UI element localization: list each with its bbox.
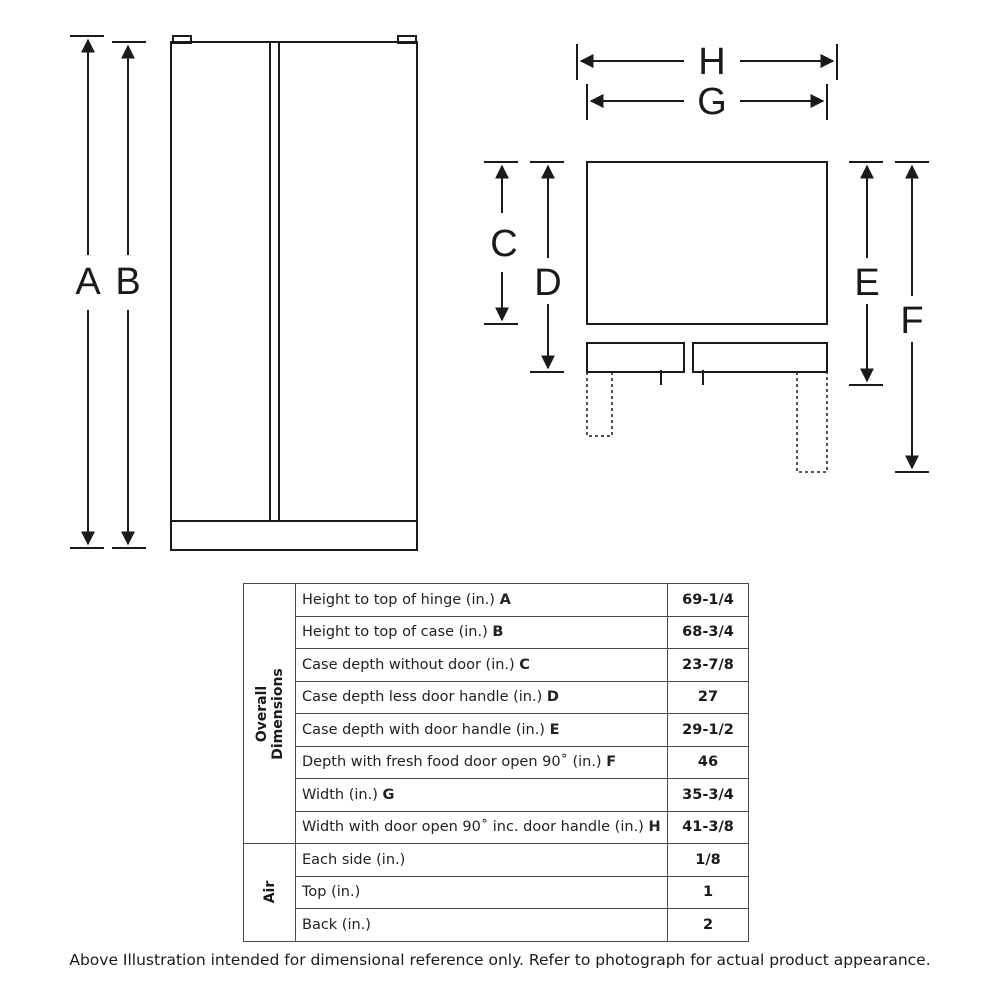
table-row [244,584,749,617]
dimensions-table [243,583,749,942]
group-label-air [262,881,278,904]
dim-label-a: A [75,261,101,303]
row-description [296,649,668,682]
row-value: 46 [668,746,749,779]
table-row [244,844,749,877]
row-description [296,844,668,877]
row-description-text: Width with door open 90˚ inc. door handle (in.) [302,819,644,836]
row-description [296,746,668,779]
row-dimension-letter: F [606,754,617,771]
table-row [244,811,749,844]
row-description-text: Height to top of case (in.) [302,624,488,641]
group-label-line: Dimensions [269,667,286,760]
group-label-overall-dimensions [254,668,286,760]
table-row [244,876,749,909]
row-description [296,909,668,942]
row-value: 41-3/8 [668,811,749,844]
row-description [296,779,668,812]
row-description [296,714,668,747]
row-description [296,681,668,714]
dim-label-d: D [534,262,562,304]
row-description-text: Back (in.) [302,916,371,933]
fridge-body [171,42,417,550]
top-view-case [587,162,827,324]
row-description-text: Case depth less door handle (in.) [302,689,543,706]
row-dimension-letter: E [549,721,560,738]
row-dimension-letter: A [499,591,511,608]
row-value: 69-1/4 [668,584,749,617]
row-description-text: Width (in.) [302,786,378,803]
row-value: 23-7/8 [668,649,749,682]
table-row [244,714,749,747]
table-row [244,616,749,649]
row-dimension-letter: G [382,786,395,803]
table-row [244,909,749,942]
row-description-text: Top (in.) [302,884,361,901]
group-overall-dimensions [244,584,296,844]
row-description-text: Case depth without door (in.) [302,656,515,673]
footnote: Above Illustration intended for dimensional reference only. Refer to photograph for actual product appearance. [69,951,931,969]
fridge-front-view [171,36,417,550]
fridge-top-view [587,162,827,472]
group-label-line: Overall [253,685,270,742]
row-value: 35-3/4 [668,779,749,812]
left-door-open-outline [587,372,612,436]
row-description-text: Case depth with door handle (in.) [302,721,545,738]
row-dimension-letter: B [492,624,504,641]
right-door-open-outline [797,372,827,472]
row-value: 1 [668,876,749,909]
row-value: 29-1/2 [668,714,749,747]
row-description [296,876,668,909]
dim-label-g: G [697,81,727,123]
row-dimension-letter: H [648,819,661,836]
group-air [244,844,296,942]
row-value: 68-3/4 [668,616,749,649]
row-description [296,616,668,649]
row-dimension-letter: C [519,656,530,673]
table-row [244,681,749,714]
dim-label-c: C [490,223,518,265]
row-description-text: Each side (in.) [302,851,406,868]
row-description-text: Depth with fresh food door open 90˚ (in.) [302,754,602,771]
top-view-door-left [587,343,684,372]
row-description [296,811,668,844]
row-dimension-letter: D [546,689,559,706]
top-view-door-right [693,343,827,372]
dim-label-e: E [854,262,880,304]
table-row [244,649,749,682]
row-description-text: Height to top of hinge (in.) [302,591,495,608]
row-value: 1/8 [668,844,749,877]
row-value: 2 [668,909,749,942]
table-row [244,779,749,812]
dim-label-b: B [115,261,141,303]
row-description [296,584,668,617]
group-label-line: Air [261,880,278,904]
row-value: 27 [668,681,749,714]
dim-label-h: H [698,41,726,83]
dim-label-f: F [900,300,924,342]
table-row [244,746,749,779]
